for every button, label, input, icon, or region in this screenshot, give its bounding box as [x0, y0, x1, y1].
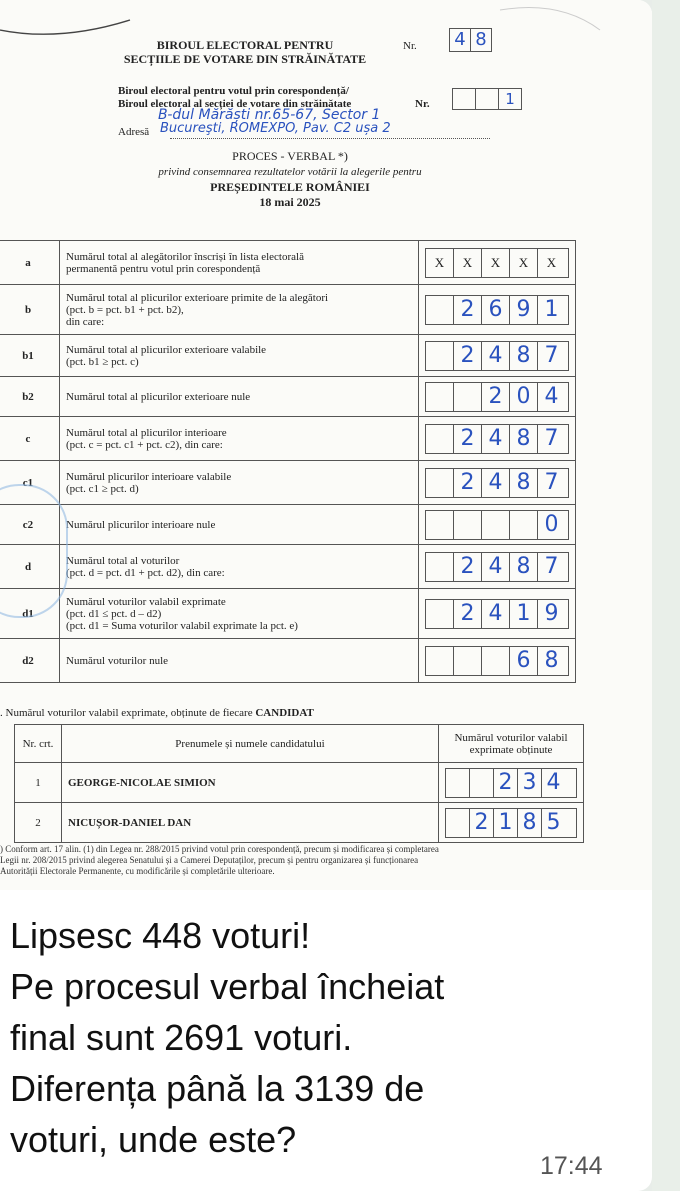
digit-box: 4 [544, 383, 559, 409]
digit-box: 9 [510, 296, 538, 324]
proces-verbal-title: PROCES - VERBAL *) [232, 149, 348, 163]
message-line: Pe procesul verbal încheiat [10, 966, 445, 1007]
digit-boxes [425, 341, 569, 371]
col-nr: Nr. crt. [15, 725, 62, 763]
row-description [60, 461, 419, 505]
digit-boxes [425, 424, 569, 454]
digit-box [426, 553, 454, 581]
digit-box: 4 [482, 469, 510, 497]
message-line: voturi, unde este? [10, 1119, 297, 1160]
digit-box [446, 809, 470, 837]
digit-box: 2 [454, 553, 482, 581]
digit-box [482, 511, 510, 539]
row-description [60, 417, 419, 461]
results-row [0, 377, 576, 417]
candidate-nr: 1 [15, 763, 62, 803]
row-code: c2 [0, 505, 60, 545]
footnote-line2: Legii nr. 208/2015 privind alegerea Senatului și a Camerei Deputaților, precum și pentru organizarea și funcționarea [0, 855, 419, 865]
row-code: b1 [0, 335, 60, 377]
footnote [0, 844, 652, 877]
bureau-nr-box: 1 [505, 90, 515, 108]
message-line: final sunt 2691 voturi. [10, 1017, 353, 1058]
row-code: b [0, 285, 60, 335]
row-code: a [0, 241, 60, 285]
nr-digit: 4 [450, 29, 471, 51]
digit-boxes [445, 808, 577, 838]
row-description [60, 377, 419, 417]
digit-box: 2 [454, 600, 482, 628]
digit-box: 2 [454, 425, 482, 453]
bureau-nr-box [476, 89, 499, 109]
candidate-name: GEORGE-NICOLAE SIMION [62, 763, 439, 803]
row-description-line: (pct. c = pct. c1 + pct. c2), din care: [66, 438, 223, 451]
digit-box: 7 [544, 469, 559, 495]
digit-box: 4 [482, 600, 510, 628]
digit-box: 6 [482, 296, 510, 324]
digit-box [426, 469, 454, 497]
digit-box [426, 383, 454, 411]
digit-box: 9 [544, 600, 559, 626]
digit-box: 1 [494, 809, 518, 837]
results-row [0, 335, 576, 377]
col-name: Prenumele și numele candidatului [62, 725, 439, 763]
row-description-line: Numărul total al plicurilor exterioare primite de la alegători [66, 291, 329, 304]
bureau-nr-box [453, 89, 476, 109]
digit-boxes [425, 646, 569, 676]
row-description-line: (pct. d1 ≤ pct. d – d2) [66, 607, 162, 620]
row-description [60, 505, 419, 545]
bureau-nr-boxes [452, 88, 522, 110]
blue-stamp [0, 484, 68, 618]
nr-digit: 8 [475, 29, 487, 50]
results-row [0, 241, 576, 285]
row-digit-cell [419, 335, 576, 377]
digit-box [454, 383, 482, 411]
candidate-nr: 2 [15, 803, 62, 843]
row-digit-cell [419, 241, 576, 285]
row-code: d1 [0, 589, 60, 639]
digit-boxes [425, 552, 569, 582]
digit-box: 2 [454, 469, 482, 497]
row-description-line: Numărul total al plicurilor exterioare nule [66, 390, 251, 403]
digit-box: 7 [544, 342, 559, 368]
digit-box [446, 769, 470, 797]
digit-boxes [425, 248, 569, 278]
candidate-row [15, 803, 584, 843]
digit-box [426, 296, 454, 324]
candidate-row [15, 763, 584, 803]
digit-box [470, 769, 494, 797]
row-description-line: (pct. d = pct. d1 + pct. d2), din care: [66, 566, 225, 579]
row-description-line: Numărul total al plicurilor interioare [66, 426, 227, 439]
row-description [60, 285, 419, 335]
digit-boxes [445, 768, 577, 798]
candidates-header-row [15, 725, 584, 763]
digit-boxes [425, 468, 569, 498]
digit-boxes [425, 510, 569, 540]
row-description [60, 639, 419, 683]
row-digit-cell [419, 639, 576, 683]
candidates-heading [0, 707, 314, 719]
election-name: PREȘEDINTELE ROMÂNIEI [210, 180, 370, 194]
row-description-line: (pct. b1 ≥ pct. c) [66, 355, 139, 368]
address-label: Adresă [118, 126, 150, 138]
election-date: 18 mai 2025 [259, 195, 321, 209]
digit-box: 8 [544, 647, 559, 673]
digit-boxes [425, 295, 569, 325]
results-row [0, 461, 576, 505]
digit-boxes [425, 599, 569, 629]
nr-top-boxes [449, 28, 492, 52]
row-digit-cell [419, 285, 576, 335]
row-code: d [0, 545, 60, 589]
digit-boxes [425, 382, 569, 412]
digit-box: X [546, 254, 557, 270]
row-description-line: Numărul plicurilor interioare nule [66, 518, 216, 531]
row-code: c1 [0, 461, 60, 505]
message-time: 17:44 [540, 1152, 603, 1180]
chat-background [652, 0, 680, 1191]
digit-box: 4 [482, 425, 510, 453]
digit-box: 2 [454, 342, 482, 370]
digit-box: 2 [454, 296, 482, 324]
digit-box: 1 [510, 600, 538, 628]
digit-box: 0 [544, 511, 559, 537]
candidate-votes [439, 803, 584, 843]
row-digit-cell [419, 377, 576, 417]
results-row [0, 545, 576, 589]
row-description-line: (pct. b = pct. b1 + pct. b2), [66, 303, 184, 316]
candidate-votes [439, 763, 584, 803]
digit-box [426, 600, 454, 628]
digit-box: 2 [482, 383, 510, 411]
row-description-line: permanentă pentru votul prin corespondență [66, 262, 261, 275]
digit-box: 3 [518, 769, 542, 797]
bureau-line2: Biroul electoral al secției de votare din străinătate [118, 98, 352, 110]
bureau-line1: Biroul electoral pentru votul prin corespondență/ [118, 85, 349, 97]
results-row [0, 285, 576, 335]
digit-box: 8 [510, 342, 538, 370]
digit-box: X [426, 249, 454, 277]
row-description-line: din care: [66, 315, 105, 328]
row-description-line: Numărul voturilor nule [66, 654, 169, 667]
footnote-line1: ) Conform art. 17 alin. (1) din Legea nr. 288/2015 privind votul prin corespondență, precum și modificarea și completarea [0, 844, 439, 854]
row-digit-cell [419, 545, 576, 589]
row-digit-cell [419, 461, 576, 505]
digit-box: 8 [510, 469, 538, 497]
row-digit-cell [419, 589, 576, 639]
message-text [10, 910, 640, 1165]
digit-box: 2 [494, 769, 518, 797]
digit-box [426, 425, 454, 453]
address-dotted-line [170, 138, 490, 139]
header-office-line1: BIROUL ELECTORAL PENTRU [156, 38, 334, 52]
row-description-line: Numărul plicurilor interioare valabile [66, 470, 232, 483]
digit-box: 4 [482, 342, 510, 370]
row-description [60, 545, 419, 589]
header-office-line2: SECȚIILE DE VOTARE DIN STRĂINĂTATE [123, 52, 367, 66]
digit-box [426, 342, 454, 370]
digit-box [454, 511, 482, 539]
digit-box: 5 [546, 809, 561, 835]
digit-box: X [510, 249, 538, 277]
digit-box: X [482, 249, 510, 277]
message-line: Diferența până la 3139 de [10, 1068, 425, 1109]
digit-box [510, 511, 538, 539]
digit-box: 4 [546, 769, 561, 795]
results-row [0, 639, 576, 683]
row-description-line: Numărul total al plicurilor exterioare valabile [66, 343, 267, 356]
row-description-line: Numărul voturilor valabil exprimate [66, 595, 226, 608]
results-row [0, 417, 576, 461]
candidate-name: NICUȘOR-DANIEL DAN [62, 803, 439, 843]
row-description-line: (pct. d1 = Suma voturilor valabil exprimate la pct. e) [66, 619, 298, 632]
digit-box: 8 [510, 553, 538, 581]
digit-box: 4 [482, 553, 510, 581]
row-description-line: Numărul total al alegătorilor înscriși în lista electorală [66, 250, 304, 263]
candidates-heading-text: . Numărul voturilor valabil exprimate, obținute de fiecare [0, 707, 256, 719]
results-table [0, 240, 576, 683]
handwritten-address-line1: B-dul Mărăști nr.65-67, Sector 1 [158, 107, 381, 123]
candidates-table [14, 724, 584, 843]
digit-box: 7 [544, 425, 559, 451]
digit-box: 8 [510, 425, 538, 453]
row-code: d2 [0, 639, 60, 683]
row-code: b2 [0, 377, 60, 417]
row-description [60, 335, 419, 377]
results-row [0, 589, 576, 639]
digit-box: 7 [544, 553, 559, 579]
digit-box: 6 [510, 647, 538, 675]
title-subtitle: privind consemnarea rezultatelor votării la alegerile pentru [158, 166, 422, 178]
row-code: c [0, 417, 60, 461]
row-digit-cell [419, 505, 576, 545]
message-line: Lipsesc 448 voturi! [10, 915, 311, 956]
row-description [60, 241, 419, 285]
nr-label: Nr. [403, 40, 417, 52]
row-description [60, 589, 419, 639]
digit-box: 1 [544, 296, 559, 322]
row-description-line: Numărul total al voturilor [66, 554, 180, 567]
row-digit-cell [419, 417, 576, 461]
digit-box [482, 647, 510, 675]
digit-box: X [454, 249, 482, 277]
digit-box: 8 [518, 809, 542, 837]
digit-box [426, 511, 454, 539]
col-votes: Numărul voturilor valabil exprimate obținute [439, 725, 584, 763]
footnote-line3: Autorității Electorale Permanente, cu modificările și completările ulterioare. [0, 866, 275, 876]
candidates-heading-bold: CANDIDAT [255, 707, 314, 719]
digit-box [426, 647, 454, 675]
digit-box [454, 647, 482, 675]
handwritten-address-line2: Bucureşti, ROMEXPO, Pav. C2 ușa 2 [160, 121, 391, 136]
bureau-nr-label: Nr. [415, 98, 430, 110]
digit-box: 2 [470, 809, 494, 837]
results-row [0, 505, 576, 545]
row-description-line: (pct. c1 ≥ pct. d) [66, 482, 139, 495]
digit-box: 0 [510, 383, 538, 411]
